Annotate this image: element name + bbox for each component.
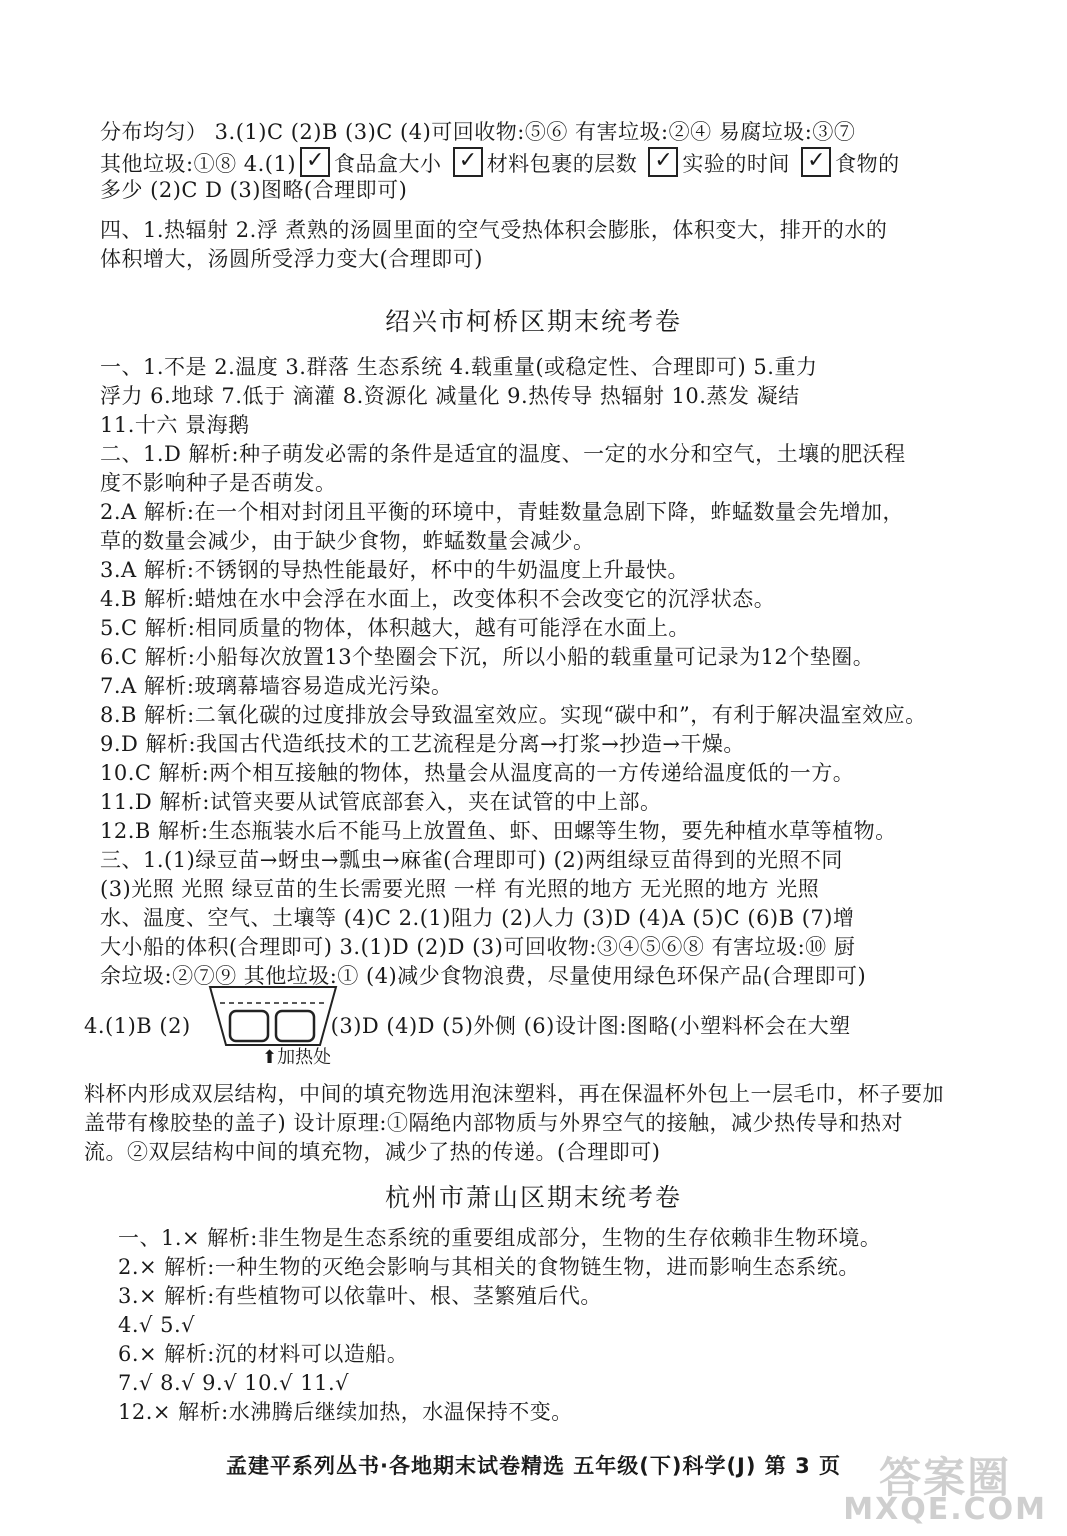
text-line: 三、1.(1)绿豆苗→蚜虫→瓢虫→麻雀(合理即可) (2)两组绿豆苗得到的光照不同	[100, 848, 843, 872]
text-line: 12.× 解析:水沸腾后继续加热，水温保持不变。	[118, 1400, 573, 1424]
text-line-with-checkboxes: 其他垃圾:①⑧ 4.(1)✓ 食品盒大小 ✓ 材料包裹的层数 ✓ 实验的时间 ✓ 食物的	[100, 147, 962, 176]
up-arrow-icon: ⬆	[262, 1047, 278, 1068]
text-line: 12.B 解析:生态瓶装水后不能马上放置鱼、虾、田螺等生物，要先种植水草等植物。	[100, 819, 897, 843]
text-line: 10.C 解析:两个相互接触的物体，热量会从温度高的一方传递给温度低的一方。	[100, 761, 855, 785]
text-line: 11.十六 景海鹅	[100, 413, 250, 437]
text-line: 分布均匀） 3.(1)C (2)B (3)C (4)可回收物:⑤⑥ 有害垃圾:②④ 易腐垃圾:③⑦	[100, 120, 856, 144]
text-line: 5.C 解析:相同质量的物体，体积越大，越有可能浮在水面上。	[100, 616, 690, 640]
text-line: 4.√ 5.√	[118, 1313, 196, 1337]
cup-diagram	[208, 985, 338, 1049]
text-line: 2.× 解析:一种生物的灭绝会影响与其相关的食物链生物，进而影响生态系统。	[118, 1255, 860, 1279]
text-line: 3.× 解析:有些植物可以依靠叶、根、茎繁殖后代。	[118, 1284, 602, 1308]
text-line: 3.A 解析:不锈钢的导热性能最好，杯中的牛奶温度上升最快。	[100, 558, 689, 582]
text-line: 4.B 解析:蜡烛在水中会浮在水面上，改变体积不会改变它的沉浮状态。	[100, 587, 776, 611]
text-line: 6.C 解析:小船每次放置13个垫圈会下沉，所以小船的载重量可记录为12个垫圈。	[100, 645, 875, 669]
text-line: 一、1.× 解析:非生物是生态系统的重要组成部分，生物的生存依赖非生物环境。	[118, 1226, 882, 1250]
text-line: 浮力 6.地球 7.低于 滴灌 8.资源化 减量化 9.热传导 热辐射 10.蒸发 凝结	[100, 384, 800, 408]
text-line: 7.A 解析:玻璃幕墙容易造成光污染。	[100, 674, 453, 698]
page-footer: 孟建平系列丛书·各地期末试卷精选 五年级(下)科学(J) 第 3 页	[225, 1454, 842, 1478]
answers-shaoxing-tail	[84, 1080, 946, 1167]
checkmark-box-icon	[300, 147, 330, 177]
checkmark-box-icon	[648, 147, 678, 177]
text-line: (3)光照 光照 绿豆苗的生长需要光照 一样 有光照的地方 无光照的地方 光照	[100, 877, 820, 901]
text-line: 2.A 解析:在一个相对封闭且平衡的环境中，青蛙数量急剧下降，蚱蜢数量会先增加，	[100, 500, 904, 524]
text-line: 7.√ 8.√ 9.√ 10.√ 11.√	[118, 1371, 350, 1395]
text-line: 11.D 解析:试管夹要从试管底部套入，夹在试管的中上部。	[100, 790, 662, 814]
section-heading-shaoxing: 绍兴市柯桥区期末统考卷	[384, 307, 682, 336]
text-line: 余垃圾:②⑦⑨ 其他垃圾:① (4)减少食物浪费，尽量使用绿色环保产品(合理即可)	[100, 964, 867, 988]
answer-block-continued	[100, 118, 962, 205]
answers-hangzhou	[118, 1224, 980, 1427]
text-line: 9.D 解析:我国古代造纸技术的工艺流程是分离→打浆→抄造→干燥。	[100, 732, 745, 756]
text-line: 二、1.D 解析:种子萌发必需的条件是适宜的温度、一定的水分和空气，土壤的肥沃程	[100, 442, 906, 466]
text-line: 一、1.不是 2.温度 3.群落 生态系统 4.载重量(或稳定性、合理即可) 5.重力	[100, 355, 818, 379]
section-heading-hangzhou: 杭州市萧山区期末统考卷	[384, 1183, 682, 1212]
text-line: 料杯内形成双层结构，中间的填充物选用泡沫塑料，再在保温杯外包上一层毛巾，杯子要加	[84, 1082, 944, 1106]
text-line: 度不影响种子是否萌发。	[100, 471, 337, 495]
text-line: 8.B 解析:二氧化碳的过度排放会导致温室效应。实现“碳中和”，有利于解决温室效应。	[100, 703, 927, 727]
checkmark-box-icon	[453, 147, 483, 177]
answers-shaoxing	[100, 353, 962, 991]
text-line: 6.× 解析:沉的材料可以造船。	[118, 1342, 409, 1366]
text-line: 流。②双层结构中间的填充物，减少了热的传递。(合理即可)	[84, 1140, 661, 1164]
text-line: 体积增大，汤圆所受浮力变大(合理即可)	[100, 247, 483, 271]
text-line: 草的数量会减少，由于缺少食物，蚱蜢数量会减少。	[100, 529, 595, 553]
text-fragment: 4.(1)B (2)	[84, 1014, 191, 1038]
text-line: 四、1.热辐射 2.浮 煮熟的汤圆里面的空气受热体积会膨胀，体积变大，排开的水的	[100, 218, 888, 242]
answer-block-four	[100, 216, 962, 274]
text-fragment: (3)D (4)D (5)外侧 (6)设计图:图略(小塑料杯会在大塑	[330, 1014, 851, 1038]
text-line: 盖带有橡胶垫的盖子) 设计原理:①隔绝内部物质与外界空气的接触，减少热传导和热对	[84, 1111, 903, 1135]
checkmark-box-icon	[801, 147, 831, 177]
heat-point-label: ⬆加热处	[262, 1047, 332, 1068]
watermark-logo: 答案圈 MXQE.COM	[843, 1453, 1047, 1527]
text-line: 多少 (2)C D (3)图略(合理即可)	[100, 178, 408, 202]
text-line: 水、温度、空气、土壤等 (4)C 2.(1)阻力 (2)人力 (3)D (4)A (5)C (6)B (7)增	[100, 906, 855, 930]
text-line: 大小船的体积(合理即可) 3.(1)D (2)D (3)可回收物:③④⑤⑥⑧ 有害垃圾:⑩ 厨	[100, 935, 856, 959]
